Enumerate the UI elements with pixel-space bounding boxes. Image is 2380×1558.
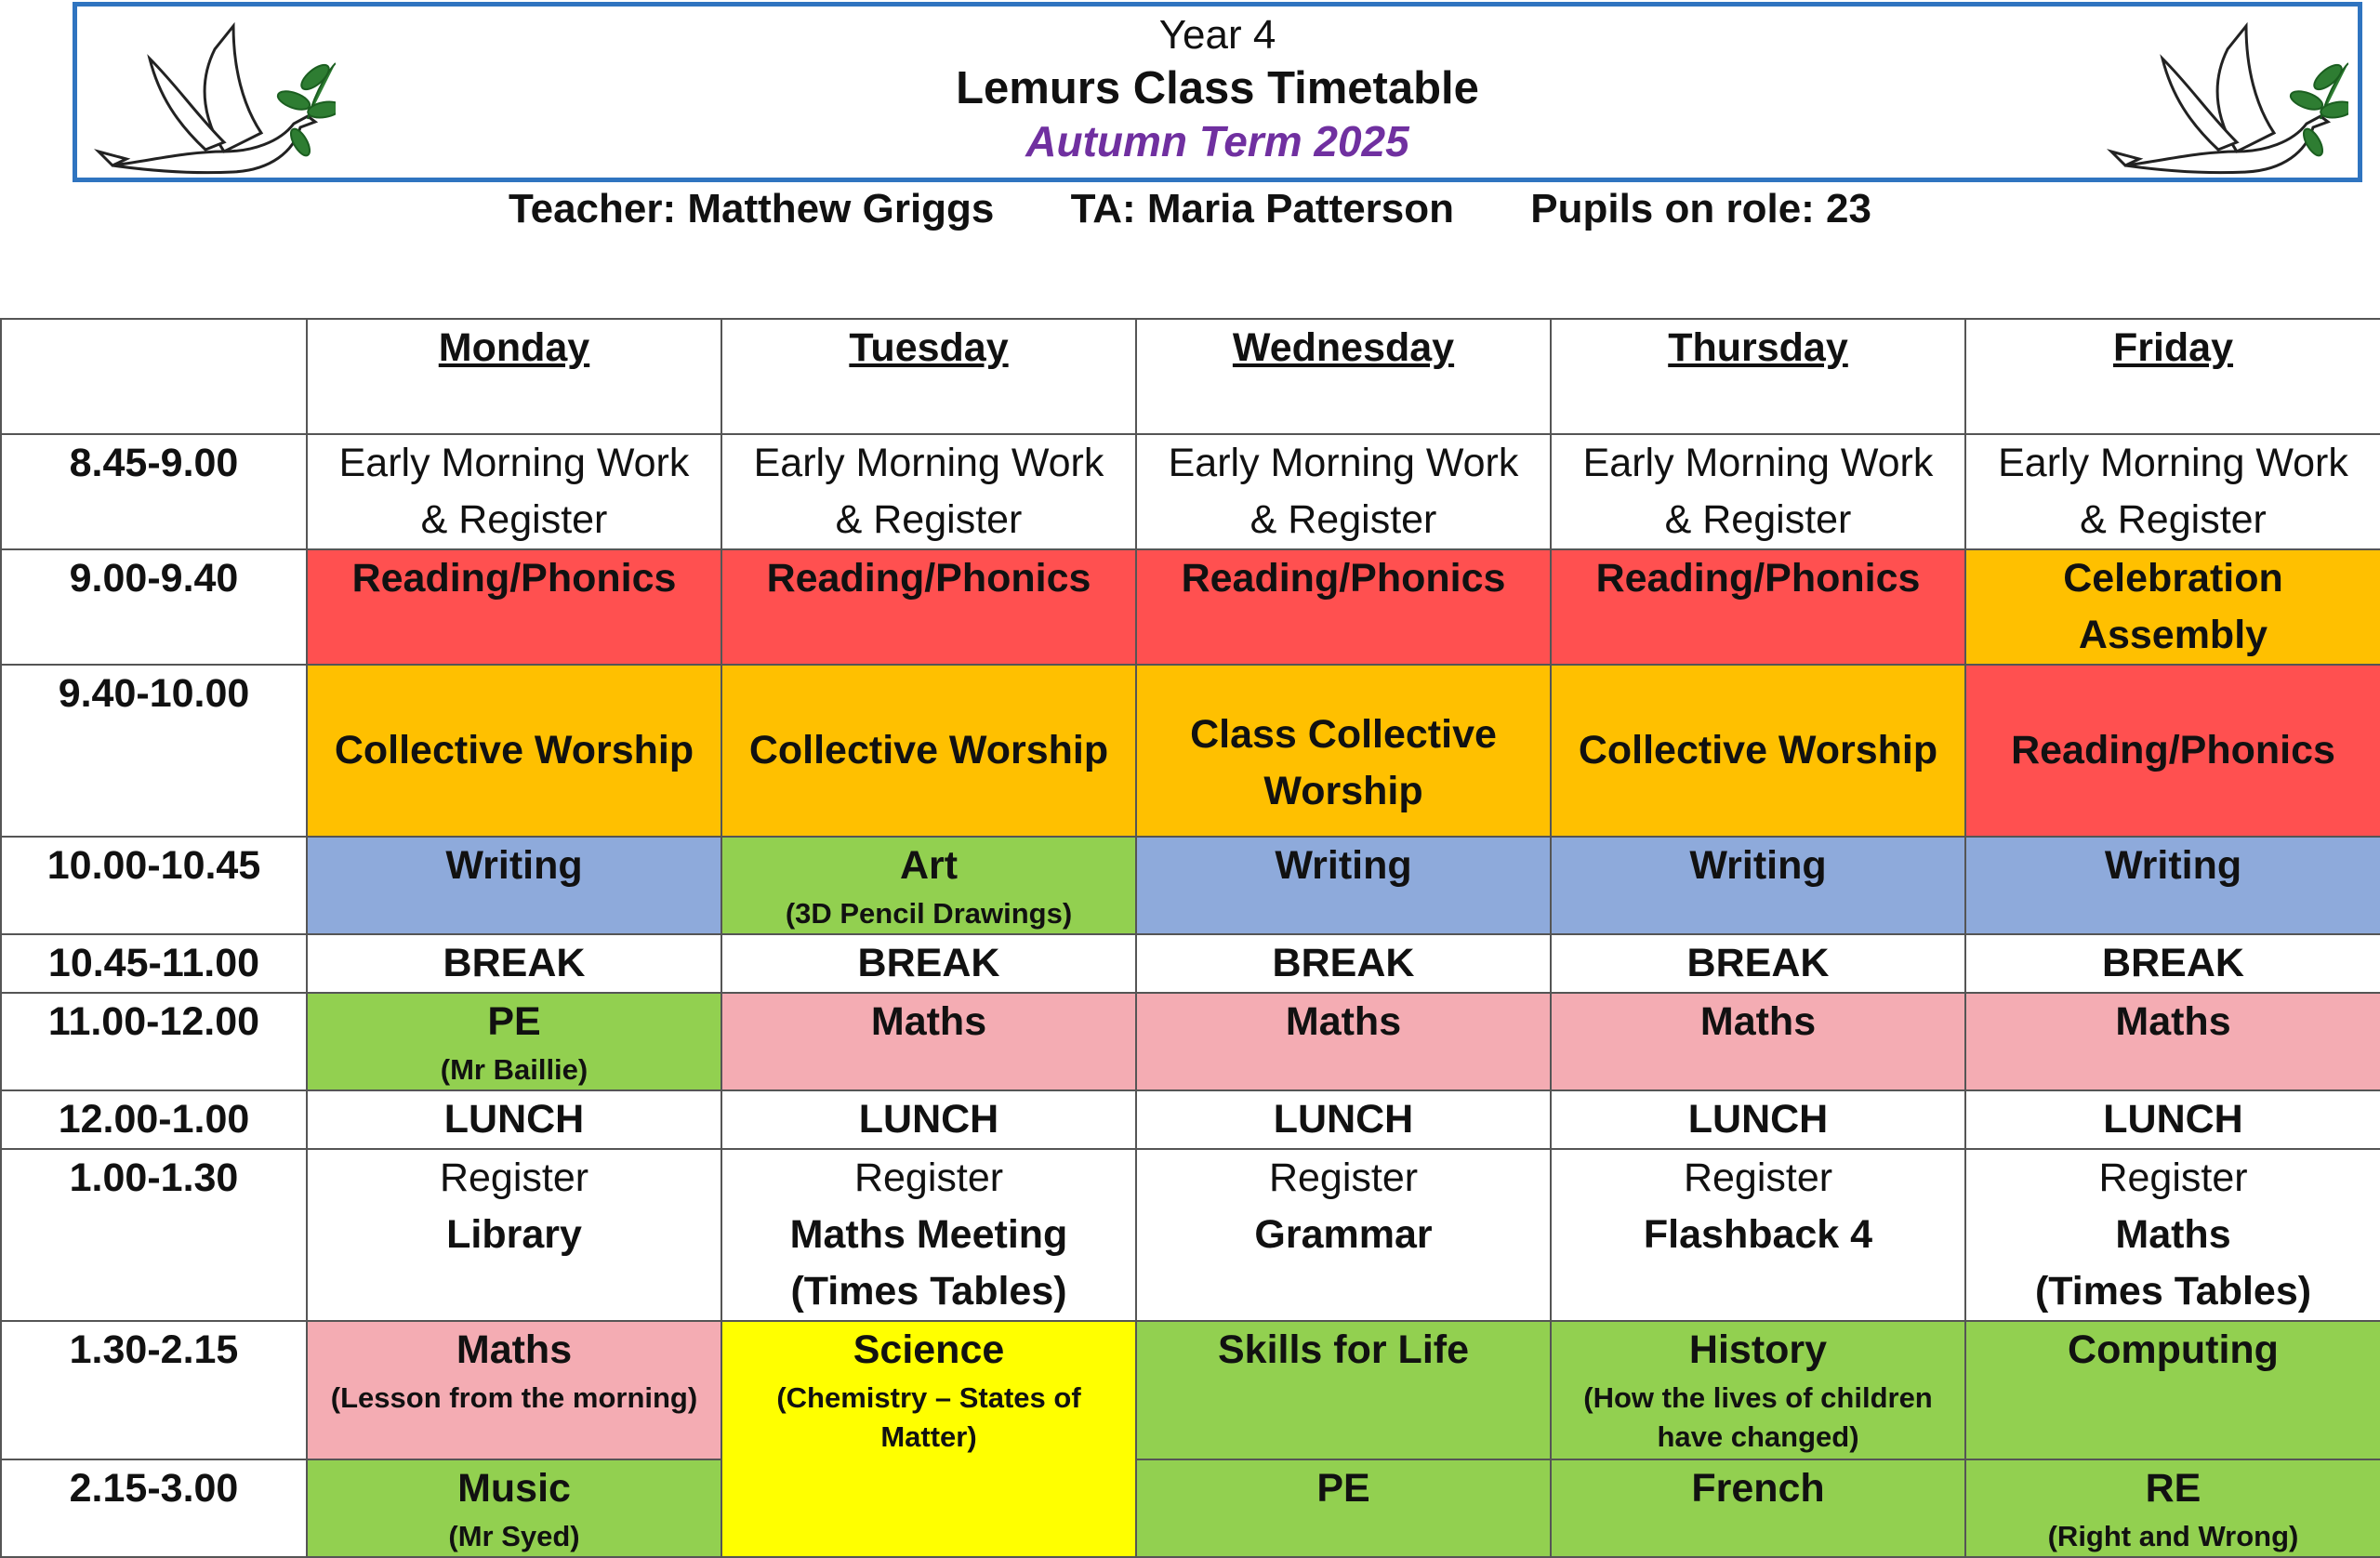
lesson-cell: Collective Worship — [721, 665, 1136, 837]
ta-label: TA: Maria Patterson — [1070, 186, 1455, 231]
lesson-cell: Maths — [1136, 993, 1551, 1090]
lesson-cell: Science (Chemistry – States of Matter) — [721, 1321, 1136, 1557]
lesson-cell: Register Library — [307, 1149, 721, 1321]
lesson-cell: Maths — [1965, 993, 2380, 1090]
time-slot: 2.15-3.00 — [1, 1459, 307, 1557]
table-row — [1, 837, 2380, 934]
lesson-cell: Art (3D Pencil Drawings) — [721, 837, 1136, 934]
lesson-cell: Reading/Phonics — [307, 549, 721, 665]
year-label: Year 4 — [1158, 12, 1276, 58]
lesson-cell: Class Collective Worship — [1136, 665, 1551, 837]
lesson-cell: Reading/Phonics — [721, 549, 1136, 665]
lesson-cell: Maths — [721, 993, 1136, 1090]
lesson-cell: BREAK — [721, 934, 1136, 993]
lesson-cell: LUNCH — [1965, 1090, 2380, 1149]
day-header-row — [1, 319, 2380, 434]
lesson-cell: Reading/Phonics — [1136, 549, 1551, 665]
lesson-cell: Writing — [1136, 837, 1551, 934]
day-header-friday: Friday — [1965, 319, 2380, 434]
pupils-label: Pupils on role: 23 — [1530, 186, 1871, 231]
lesson-cell: Celebration Assembly — [1965, 549, 2380, 665]
dove-icon — [2107, 12, 2348, 179]
table-row — [1, 1321, 2380, 1459]
time-slot: 12.00-1.00 — [1, 1090, 307, 1149]
lesson-cell: LUNCH — [307, 1090, 721, 1149]
lesson-cell: Maths — [1551, 993, 1965, 1090]
lesson-cell: Writing — [1551, 837, 1965, 934]
lesson-cell: Writing — [307, 837, 721, 934]
lesson-cell: Early Morning Work & Register — [1965, 434, 2380, 549]
lesson-cell: Collective Worship — [1551, 665, 1965, 837]
table-row — [1, 1149, 2380, 1321]
lesson-cell: RE (Right and Wrong) — [1965, 1459, 2380, 1557]
day-header-monday: Monday — [307, 319, 721, 434]
table-row — [1, 1459, 2380, 1557]
day-header-wednesday: Wednesday — [1136, 319, 1551, 434]
lesson-cell: History (How the lives of children have changed) — [1551, 1321, 1965, 1459]
lesson-cell: Maths (Lesson from the morning) — [307, 1321, 721, 1459]
lesson-cell: Early Morning Work & Register — [721, 434, 1136, 549]
table-row — [1, 434, 2380, 549]
table-row — [1, 549, 2380, 665]
corner-cell — [1, 319, 307, 434]
lesson-cell: Reading/Phonics — [1965, 665, 2380, 837]
time-slot: 10.00-10.45 — [1, 837, 307, 934]
time-slot: 1.30-2.15 — [1, 1321, 307, 1459]
day-header-tuesday: Tuesday — [721, 319, 1136, 434]
lesson-cell: Computing — [1965, 1321, 2380, 1459]
lesson-cell: Early Morning Work & Register — [307, 434, 721, 549]
time-slot: 10.45-11.00 — [1, 934, 307, 993]
lesson-cell: BREAK — [307, 934, 721, 993]
lesson-cell: Early Morning Work & Register — [1136, 434, 1551, 549]
lesson-cell: Writing — [1965, 837, 2380, 934]
time-slot: 8.45-9.00 — [1, 434, 307, 549]
table-row — [1, 993, 2380, 1090]
lesson-cell: LUNCH — [1136, 1090, 1551, 1149]
title-banner — [73, 2, 2362, 182]
lesson-cell: French — [1551, 1459, 1965, 1557]
lesson-cell: Early Morning Work & Register — [1551, 434, 1965, 549]
lesson-cell: BREAK — [1965, 934, 2380, 993]
staff-info — [0, 186, 2380, 232]
time-slot: 1.00-1.30 — [1, 1149, 307, 1321]
lesson-cell: Collective Worship — [307, 665, 721, 837]
timetable — [0, 318, 2380, 1558]
term-label: Autumn Term 2025 — [1025, 117, 1409, 165]
lesson-cell: Skills for Life — [1136, 1321, 1551, 1459]
time-slot: 9.00-9.40 — [1, 549, 307, 665]
lesson-cell: Music (Mr Syed) — [307, 1459, 721, 1557]
lesson-cell: Register Grammar — [1136, 1149, 1551, 1321]
lesson-cell: Reading/Phonics — [1551, 549, 1965, 665]
table-row — [1, 665, 2380, 837]
lesson-cell: BREAK — [1551, 934, 1965, 993]
lesson-cell: LUNCH — [721, 1090, 1136, 1149]
lesson-cell: PE — [1136, 1459, 1551, 1557]
table-row — [1, 934, 2380, 993]
lesson-cell: BREAK — [1136, 934, 1551, 993]
lesson-cell: Register Maths (Times Tables) — [1965, 1149, 2380, 1321]
table-row — [1, 1090, 2380, 1149]
lesson-cell: Register Flashback 4 — [1551, 1149, 1965, 1321]
lesson-cell: PE (Mr Baillie) — [307, 993, 721, 1090]
time-slot: 11.00-12.00 — [1, 993, 307, 1090]
timetable-title: Lemurs Class Timetable — [956, 63, 1479, 113]
time-slot: 9.40-10.00 — [1, 665, 307, 837]
teacher-label: Teacher: Matthew Griggs — [509, 186, 995, 231]
day-header-thursday: Thursday — [1551, 319, 1965, 434]
lesson-cell: Register Maths Meeting (Times Tables) — [721, 1149, 1136, 1321]
lesson-cell: LUNCH — [1551, 1090, 1965, 1149]
